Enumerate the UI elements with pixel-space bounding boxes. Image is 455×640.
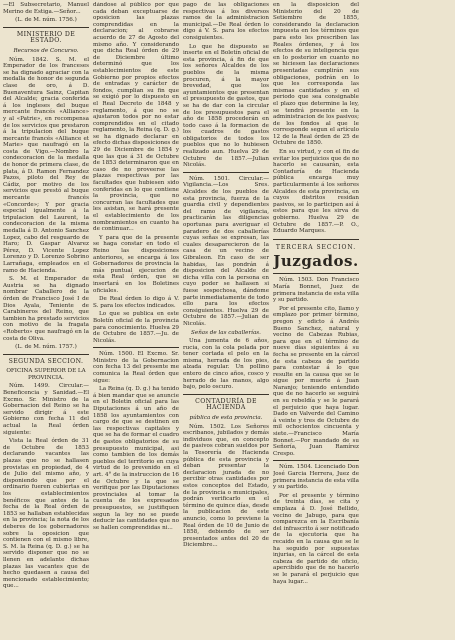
article-body: Lo que he dispuesto se inserte en el Boletín oficial de esta provincia, á fin de que los señores Alcaldes de los pueblos de la misma procuren, á la mayor brevedad, que los ayuntamientos que presentan el presupuesto de gastos, que se ha de dar con la circular de los presupuestos para el año de 1858 procederán en todo caso á la formacion de los cuadros de gastos obligatorios de todos los pueblos que no lo hubiesen realizado aun. Huelva 29 de Octubre de 1857.—Julian Nicolás. [183,43,269,169]
divider [183,172,269,173]
article-body: Por el presente cito, llamo y emplazo por primer término, pregon y edicto á Andrés Bueno Sanchez, natural y vecino de Cabezas Rubias, para que en el término de nueve días siguientes á su fecha se presente en la cárcel de esta cabeza de partido para contestar á lo que resulte en la causa que se le sigue por muerte á Juan Naranjo; teniendo entendido que de no hacerlo se seguirá en su rebeldía y se le parará el perjuicio que haya lugar. Dado en Valverde del Camino á veinte y tres de Octubre de mil ochocientos cincuenta y siete.—Francisco María Bonnet.—Por mandado de su Señoría, Juan Ramírez Crespo. [273,305,359,457]
article-body: Núm. 1842. S. M. el Emperador de los franceses se ha dignado agraciar con la medalla de honor de segunda clase de oro, á D. Buenaventura Sainz, Capitan del Alcalde; gracia conferida á los ingleses del buque mercante francés «Alliance» y al «Patrie», en recompensa de los servicios que prestaron á la tripulacion del buque mercante francés «Alliance et Marie» que naufragó en la costa de Vigo.—Nombro la condecoracion de la medalla de honor de primera clase, de plata, á D. Ramon Fernandez Pazos, piloto del Rey de Cádiz, por motivo de los servicios que prestó al buque mercante francés «Concorde»; Y por gracia especial igualmente á la tripulacion del Laurent, la condecoracion de la misma medalla á D. Antonio Sanchez Lopez, cabo del resguardo de Haro; D. Gaspar Alvarez Pérez, D. Vicente Lopez Lorenzo y D. Lorenzo Sobrino Larrañaga, empleados en el ramo de Hacienda. [3,56,89,274]
section-heading-tercera: TERCERA SECCION. [275,243,357,251]
column-3 [183,2,269,640]
section-heading-ministerio: MINISTERIO DE ESTADO. [16,30,76,45]
subsection-heading: OFICINA SUPERIOR DE LA PROVINCIA. [6,368,86,381]
reference-number: (L. de M. núm. 1757.) [15,344,77,351]
subsection-heading: pública de esta provincia. [189,415,263,422]
divider [273,273,359,274]
subsection-heading: Señas de las caballerías. [191,329,261,336]
article-number: Núm. 1501. Circular.—Vigilancia.—Los Sres. Alcaldes de los pueblos de esta provincia, fuerza de la guardia civil y dependientes del ramo de vigilancia, practicarán las diligencias oportunas para averiguar el paradero de dos caballerías cuyas señas se expresan, las cuales desaparecieron de la casa de un vecino de Gibraleon. En caso de ser habidas, las pondrán á disposicion del Alcalde de dicha villa con la persona en cuyo poder se hallasen si fuese sospechosa, dándome parte inmediatamente de todo ello para los efectos consiguientes. Huelva 29 de Octubre de 1857.—Julian de Nicolás. [183,175,269,327]
article-body: La Reina (q. D. g.) ha tenido á bien mandar que se anuncie en el Boletin oficial para las Diputaciones á un año de 1858 los ayuntamientos con cargo de que se destinen en las respectivas capitales y que se ha de formar el cuadro de gastos obligatorios de su presupuesto municipal, asi como tambien de los demás pueblos del territorio en cuya virtud de lo prevenido en el art. 4° de la instruccion de 16 de Octubre y la que se verifique por las Diputaciones provinciales al tomar la cuenta de los expresados presupuestos, se justifiquen segun la ley no se puede deducir las cantidades que no se hallen comprendidas ni... [93,386,179,531]
divider [3,354,89,355]
divider [183,394,269,395]
article-body: pago de las obligaciones respectivas á los diversos ramos de la administracion municipal.—De Real órden lo digo á V. S. para los efectos consiguientes. [183,2,269,41]
article-body: Por el presente y término de treinta días, se cita y emplaza á D. José Bellido, vecino de Jabugo, para que comparezca en la Escribanía del infrascrito á ser notificado de la ejecutoria que ha recaido en la causa que se le ha seguido por supuestas injurias, en la cárcel de esta cabeza de partido de oficio, apercibido que de no hacerlo se le parará el perjuicio que haya lugar... [273,492,359,585]
section-heading-segunda: SEGUNDA SECCION. [8,357,84,365]
article-body: S. M. el Emperador de Austria se ha dignado nombrar Caballero de la órden de Francisco José I de Dios Ayala, Teniente de Carabineros del Reino, que tambien ha prestado servicios con motivo de la fragata «Roberto» que naufragó en la costa de Oliva. [3,276,89,342]
reference-number: (L. de M. núm. 1756.) [15,17,77,24]
article-body: Y para que de la presente se haga constar en todo el Reino las disposiciones anteriores, se encarga á los Gobernadores de provincia la más puntual ejecucion de esta Real órden, que se insertará en los Boletines oficiales. [93,234,179,294]
column-1 [3,2,89,640]
article-body: Una jumenta de 6 años, rucia, con la cola pelada por tener cortada el pelo en la misma, herrada de los pies, alzada regular. Un pollino entero de cinco años, cosco y herrado de las manos, algo bajo, pelo oscuro. [183,338,269,391]
article-number: Núm. 1500. El Excmo. Sr. Ministro de la Gobernacion con fecha 13 del presente me comunica la Real órden que sigue: [93,351,179,384]
article-number: Núm. 1503. Don Francisco María Bonnet, Juez de primera instancia de esta villa y su partido. [273,277,359,304]
article-signature: Lo que se publica en este Boletín oficial de la provincia para conocimiento. Huelva 29 de Octubre de 1857.—Ju. de Nicolás. [93,311,179,344]
article-number: Núm. 1504. Licenciado Don José Garcia Herrera, Juez de primera instancia de esta villa y su partido. [273,464,359,491]
subsection-heading: Recursos de Concurso. [13,47,79,54]
column-2 [93,2,179,640]
section-title-juzgados: Juzgados. [273,252,359,271]
intro-text: —El Subsecretario, Manuel Merino de Estiga.—Señor... [3,2,89,15]
column-4 [273,2,359,640]
article-number: Núm. 1499. Circular.—Beneficencia y Sanidad.—El Excmo. Sr. Ministro de la Gobernacion del Reino se ha servido dirigir á este Gobierno con fecha 11 del actual la Real órden siguiente: [3,383,89,436]
article-body: Núm. 1502. Los Señores escribanos, jubilados y demás individuos que, en concepto de pasivos cobran sueldos por la Tesorería de Hacienda pública de esta provincia y deban presentar la declaracion jurada de no percibir otras cantidades por estos conceptos del Estado, de la provincia o municipales, podrán verificarlo en el término de quince días, desde la publicacion de este anuncio, como lo previene la Real órden de 10 de Junio de 1858, debiendo de ser presentados antes del 20 de Diciembre... [183,423,269,549]
divider [93,347,179,348]
article-body: Vista la Real órden de 31 de Octubre de 1853 declarando vacantes las plazas que no se hallasen provistas en propiedad, de 4 de Julio del mismo año, y disponiendo que por el ordinario fueren cubiertas en los establecimientos benéficos que antes de la fecha de la Real órden de 1853 se hallaban establecidas en la provincia; la nota de los deberes de los gobernadores sobre la oposicion que contienen con el mismo libre, S. M. la Reina (q. D. g.) se ha servido disponer que no se llenen en adelante dichas plazas las vacantes que de hecho quedasen a causa del mencionado establecimiento; que... [3,438,89,590]
article-body: dándose al público por que cada deban exceptuarse de oposicion las plazas comprendidas en la declaracion; al cobrarse acuerdo de 27 de Agosto del mismo año. Y considerando que dicha Real órden de 29 de Diciembre último determinó que los establecimientos de este Gobierno por propios efectos de entradas y carácter de fondos, cumplian su fin que se exigió por lo dispuesto en el Real Decreto de 1848 y reglamento, á que no se ajustaron todos por no estar comprendidos en el citado reglamento, la Reina (q. D. g.) se ha dignado declarar en efecto dichas disposiciones de 29 de Diciembre de 1854 y que las que á 31 de Octubre de 1853 determinaron que en caso de no proveerse las plazas respectivas por las facultades que hubiesen sido conferidas en lo que contiene la provincia, que no concurran las facultades que les asistan, se hará presente el establecimiento de los nombramientos en cuanto ha de continuar... [93,2,179,233]
article-body: De Real órden lo digo á V. S. para los efectos indicados. [93,296,179,309]
section-heading-contaduria: CONTADURÍA DE HACIENDA [195,397,257,412]
article-body: en la disposicion del Ministerio del 20 de Setiembre de 1855, considerando la declaracion impuesta en los términos que para esto les prescriben las Reales órdenes, y á los efectos de su inteligencia que en lo posterior en cuanto no se hiciesen las declaraciones presentadas cumplirán sus obligaciones, podrán en lo que les corresponda las mismas cantidades y en el periodo que sea consignable el plazo que determine la ley, se tendrá presente en la administracion de los pasivos; de los fondos al que le corresponde segun el artículo 12 de la Real órden de 25 de Octubre de 1850. [273,2,359,147]
divider [273,460,359,461]
article-body: En su virtud, y con el fin de evitar los perjuicios que de no hacerlo se causarán, esta Contaduría de Hacienda pública encarga muy particularmente á los señores Alcaldes de esta provincia, en cuyos distritos residan pasivos, se lo participen así á estos para que les sirva de gobierno. Huelva 29 de Octubre de 1857.—P. O., Eduardo Marques. [273,149,359,235]
divider [3,27,89,28]
double-divider [273,239,359,242]
